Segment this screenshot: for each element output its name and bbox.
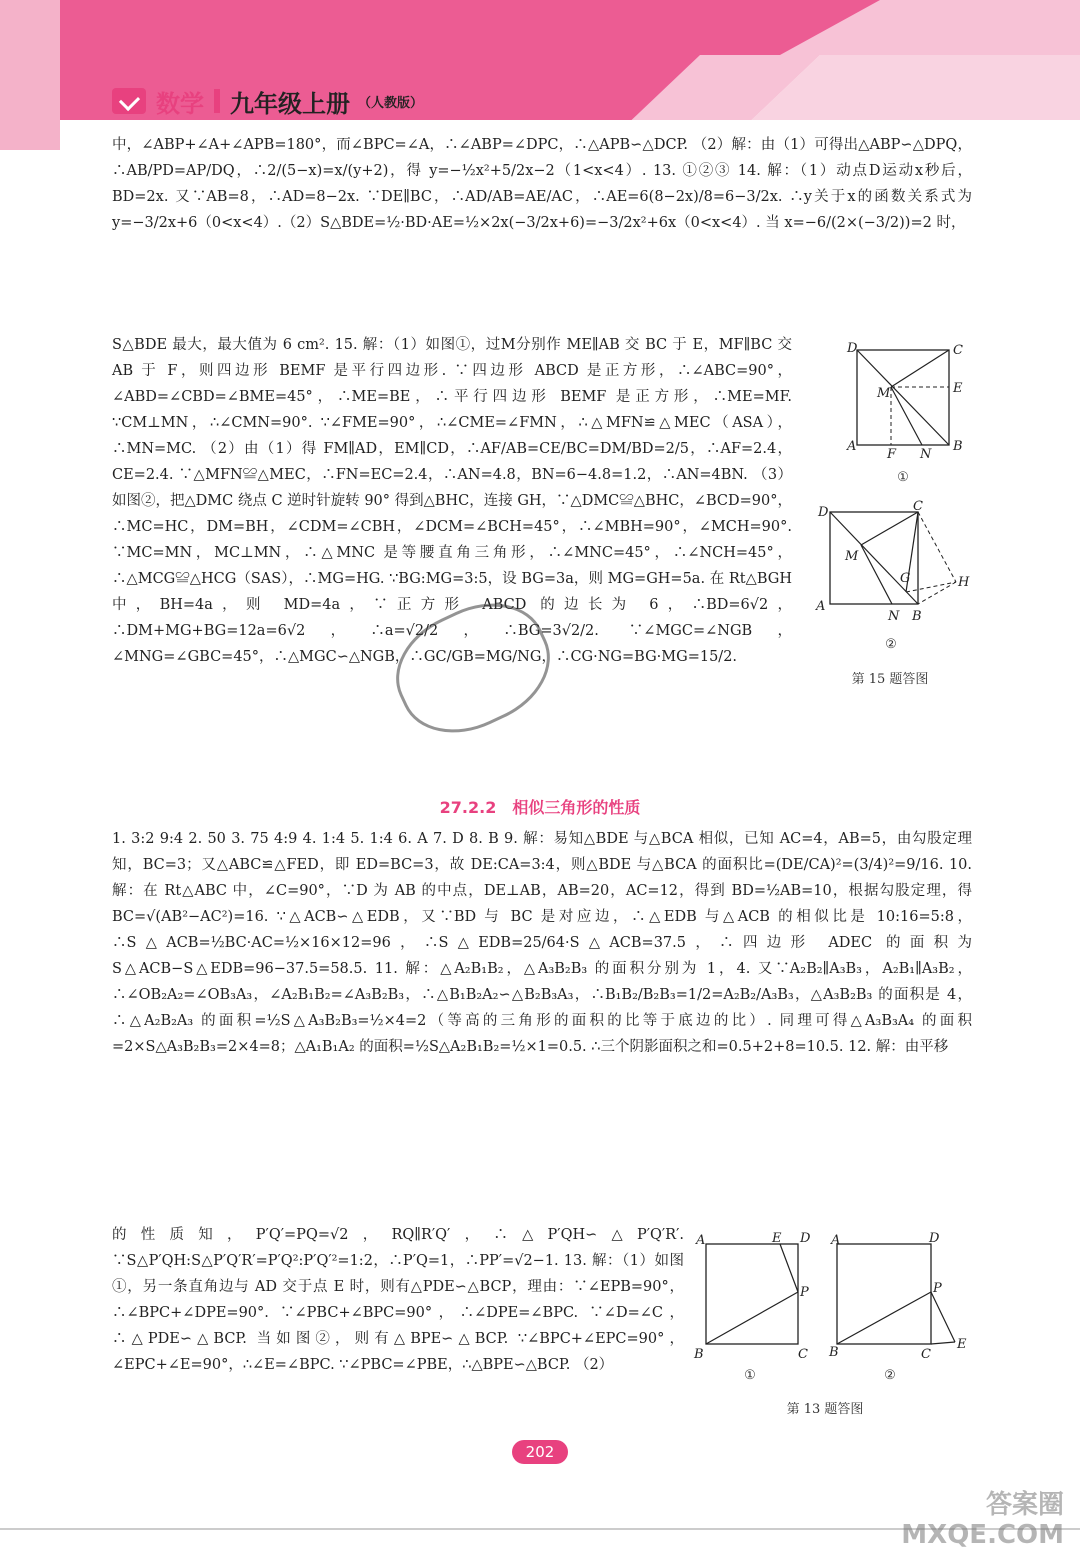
figure-13-2 [825, 1230, 975, 1365]
figure-13-2-label: ② [884, 1368, 896, 1383]
svg-text:A: A [816, 599, 826, 614]
answer-paragraph-4: 的性质知，P′Q′=PQ=√2，RQ∥R′Q′，∴△P′QH∽△P′Q′R′. ∵S△P′QH:S△P′Q′R′=P′Q²:P′Q′²=1:2，∴P′Q=1，∴PP′=√2−1. 13. 解：（1）如图①，另一条直角边与 AD 交于点 E 时，则有△PDE∽△BCP，理由：∵∠EPB=90°，∴∠BPC+∠DPE=90°. ∵∠PBC+∠BPC=90°，∴∠DPE=∠BPC. ∵∠D=∠C，∴△PDE∽△BCP. 当如图②，则有△BPE∽△BCP. ∵∠BPC+∠EPC=90°，∠EPC+∠E=90°，∴∠E=∠BPC. ∵∠PBC=∠PBE，∴△BPE∽△BCP. （2） [112, 1227, 684, 1373]
svg-text:C: C [953, 343, 963, 358]
svg-text:B: B [912, 609, 922, 624]
svg-text:G: G [900, 571, 911, 586]
svg-text:B: B [953, 439, 963, 454]
svg-text:B: B [694, 1347, 704, 1362]
svg-text:M: M [845, 549, 859, 564]
svg-text:A: A [847, 439, 857, 454]
answer-paragraph-2: S△BDE 最大，最大值为 6 cm². 15. 解：（1）如图①，过M分别作 ME∥AB 交 BC 于 E，MF∥BC 交 AB 于 F，则四边形 BEMF 是平行四边形. ∵四边形 ABCD 是正方形，∴∠ABC=90°，∠ABD=∠CBD=∠BME=45°，∴ME=BE，∴平行四边形 BEMF 是正方形，∴ME=MF. ∵CM⊥MN，∴∠CMN=90°. ∵∠FME=90°，∴∠CME=∠FMN，∴△MFN≌△MEC（ASA），∴MN=MC. （2）由（1）得 FM∥AD，EM∥CD，∴AF/AB=CE/BC=DM/BD=2/5，∴AF=2.4，CE=2.4. ∵△MFN≌△MEC，∴FN=EC=2.4，∴AN=4.8，BN=6−4.8=1.2，∴AN=4BN. （3）如图②，把△DMC 绕点 C 逆时针旋转 90° 得到△BHC，连接 GH，∵△DMC≌△BHC，∠BCD=90°，∴MC=HC，DM=BH，∠CDM=∠CBH，∠DCM=∠BCH=45°，∴∠MBH=90°，∠MCH=90°. ∵MC=MN，MC⊥MN，∴△MNC 是等腰直角三角形，∴∠MNC=45°，∴∠NCH=45°，∴△MCG≌△HCG（SAS），∴MG=HG. ∵BG:MG=3:5，设 BG=3a，则 MG=GH=5a. 在 Rt△BGH 中，BH=4a，则 MD=4a，∵正方形 ABCD 的边长为 6，∴BD=6√2，∴DM+MG+BG=12a=6√2，∴a=√2/2，∴BG=3√2/2. ∵∠MGC=∠NGB，∠MNG=∠GBC=45°，∴△MGC∽△NGB，∴GC/GB=MG/NG，∴CG·NG=BG·MG=15/2. [112, 337, 792, 665]
figure-13-1 [690, 1230, 820, 1365]
svg-text:E: E [953, 381, 963, 396]
figure-15-1-label: ① [897, 470, 909, 485]
svg-text:C: C [913, 500, 923, 514]
svg-text:P: P [800, 1285, 809, 1300]
figure-13-1-label: ① [744, 1368, 756, 1383]
svg-text:D: D [847, 341, 858, 356]
svg-text:P: P [933, 1281, 942, 1296]
section-title: 27.2.2 相似三角形的性质 [439, 798, 641, 817]
svg-text:D: D [929, 1231, 940, 1246]
page-number: 202 [512, 1440, 568, 1464]
svg-text:E: E [957, 1337, 967, 1352]
svg-text:B: B [829, 1345, 839, 1360]
header-brand [112, 86, 423, 116]
svg-text:C: C [921, 1347, 931, 1362]
watermark: 答案圈 MXQE.COM [901, 1490, 1064, 1550]
svg-text:A: A [831, 1233, 841, 1248]
svg-text:A: A [696, 1233, 706, 1248]
figure-15-2 [810, 500, 980, 630]
answer-paragraph-3: 1. 3:2 9:4 2. 50 3. 75 4:9 4. 1:4 5. 1:4 6. A 7. D 8. B 9. 解：易知△BDE 与△BCA 相似，已知 AC=4，AB=5，由勾股定理知，BC=3；又△ABC≌△FED，即 ED=BC=3，故 DE:CA=3:4，则△BDE 与△BCA 的面积比=(DE/CA)²=(3/4)²=9/16. 10. 解：在 Rt△ABC 中，∠C=90°，∵D 为 AB 的中点，DE⊥AB，AB=20，AC=12，得到 BD=½AB=10，根据勾股定理，得 BC=√(AB²−AC²)=16. ∵△ACB∽△EDB，又∵BD 与 BC 是对应边，∴△EDB 与△ACB 的相似比是 10:16=5:8，∴S△ACB=½BC·AC=½×16×12=96，∴S△EDB=25/64·S△ACB=37.5，∴四边形 ADEC 的面积为 S△ACB−S△EDB=96−37.5=58.5. 11. 解：△A₂B₁B₂，△A₃B₂B₃ 的面积分别为 1，4. 又∵A₂B₂∥A₃B₃，A₂B₁∥A₃B₂，∴∠OB₂A₂=∠OB₃A₃，∠A₂B₁B₂=∠A₃B₂B₃，∴△B₁B₂A₂∽△B₂B₃A₃，∴B₁B₂/B₂B₃=1/2=A₂B₂/A₃B₃，△A₃B₂B₃ 的面积是 4，∴△A₂B₂A₃ 的面积=½S△A₃B₂B₃=½×4=2（等高的三角形的面积的比等于底边的比）. 同理可得△A₃B₃A₄ 的面积=2×S△A₃B₂B₃=2×4=8；△A₁B₁A₂ 的面积=½S△A₂B₁B₂=½×1=0.5. ∴三个阴影面积之和=0.5+2+8=10.5. 12. 解：由平移 [112, 831, 973, 1055]
figure-15-1 [840, 340, 970, 460]
figure-15-caption: 第 15 题答图 [851, 672, 929, 687]
figure-15-2-label: ② [885, 637, 897, 652]
subject-title: 数学 [156, 89, 204, 118]
svg-text:M: M [877, 386, 891, 401]
answer-paragraph-1: 中，∠ABP+∠A+∠APB=180°，而∠BPC=∠A，∴∠ABP=∠DPC，∴△APB∽△DCP. （2）解：由（1）可得出△ABP∽△DPQ，∴AB/PD=AP/DQ，∴2/(5−x)=x/(y+2)，得 y=−½x²+5/2x−2（1<x<4）. 13. ①②③ 14. 解：（1）动点D运动x秒后，BD=2x. 又∵AB=8，∴AD=8−2x. ∵DE∥BC，∴AD/AB=AE/AC，∴AE=6(8−2x)/8=6−3/2x. ∴y关于x的函数关系式为 y=−3/2x+6（0<x<4）.（2）S△BDE=½·BD·AE=½×2x(−3/2x+6)=−3/2x²+6x（0<x<4）. 当 x=−6/(2×(−3/2))=2 时， [112, 137, 972, 231]
edition-label: （人教版） [358, 95, 424, 111]
header-band [0, 0, 1080, 150]
svg-text:N: N [888, 609, 900, 624]
svg-text:E: E [772, 1231, 782, 1246]
svg-text:H: H [958, 575, 970, 590]
svg-text:N: N [920, 447, 932, 460]
figure-13-caption: 第 13 题答图 [786, 1402, 864, 1417]
svg-text:F: F [887, 447, 897, 460]
svg-text:D: D [800, 1231, 811, 1246]
book-logo-icon [112, 88, 146, 114]
title-divider [214, 89, 220, 113]
svg-text:D: D [818, 505, 829, 520]
svg-text:C: C [798, 1347, 808, 1362]
grade-title: 九年级上册 [230, 89, 350, 118]
